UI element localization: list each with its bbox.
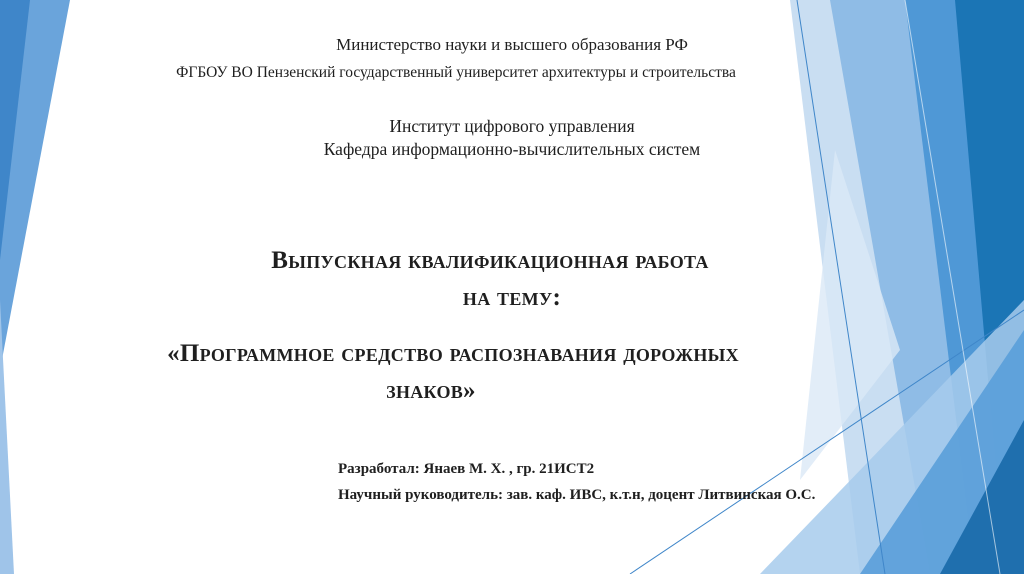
topic-line1: «Программное средство распознавания дорожных bbox=[167, 340, 739, 367]
developer-text: Разработал: Янаев М. Х. , гр. 21ИСТ2 bbox=[338, 461, 595, 477]
supervisor-text: Научный руководитель: зав. каф. ИВС, к.т.н, доцент Литвинская О.С. bbox=[338, 487, 816, 503]
ministry-text: Министерство науки и высшего образования РФ bbox=[336, 35, 688, 54]
work-title-line2: на тему: bbox=[462, 284, 562, 311]
topic-line2: знаков» bbox=[386, 377, 476, 404]
work-title-line1: Выпускная квалификационная работа bbox=[271, 247, 709, 274]
university-text: ФГБОУ ВО Пензенский государственный университет архитектуры и строительства bbox=[176, 64, 736, 81]
department-text: Кафедра информационно-вычислительных систем bbox=[323, 139, 701, 159]
institute-text: Институт цифрового управления bbox=[389, 116, 635, 136]
